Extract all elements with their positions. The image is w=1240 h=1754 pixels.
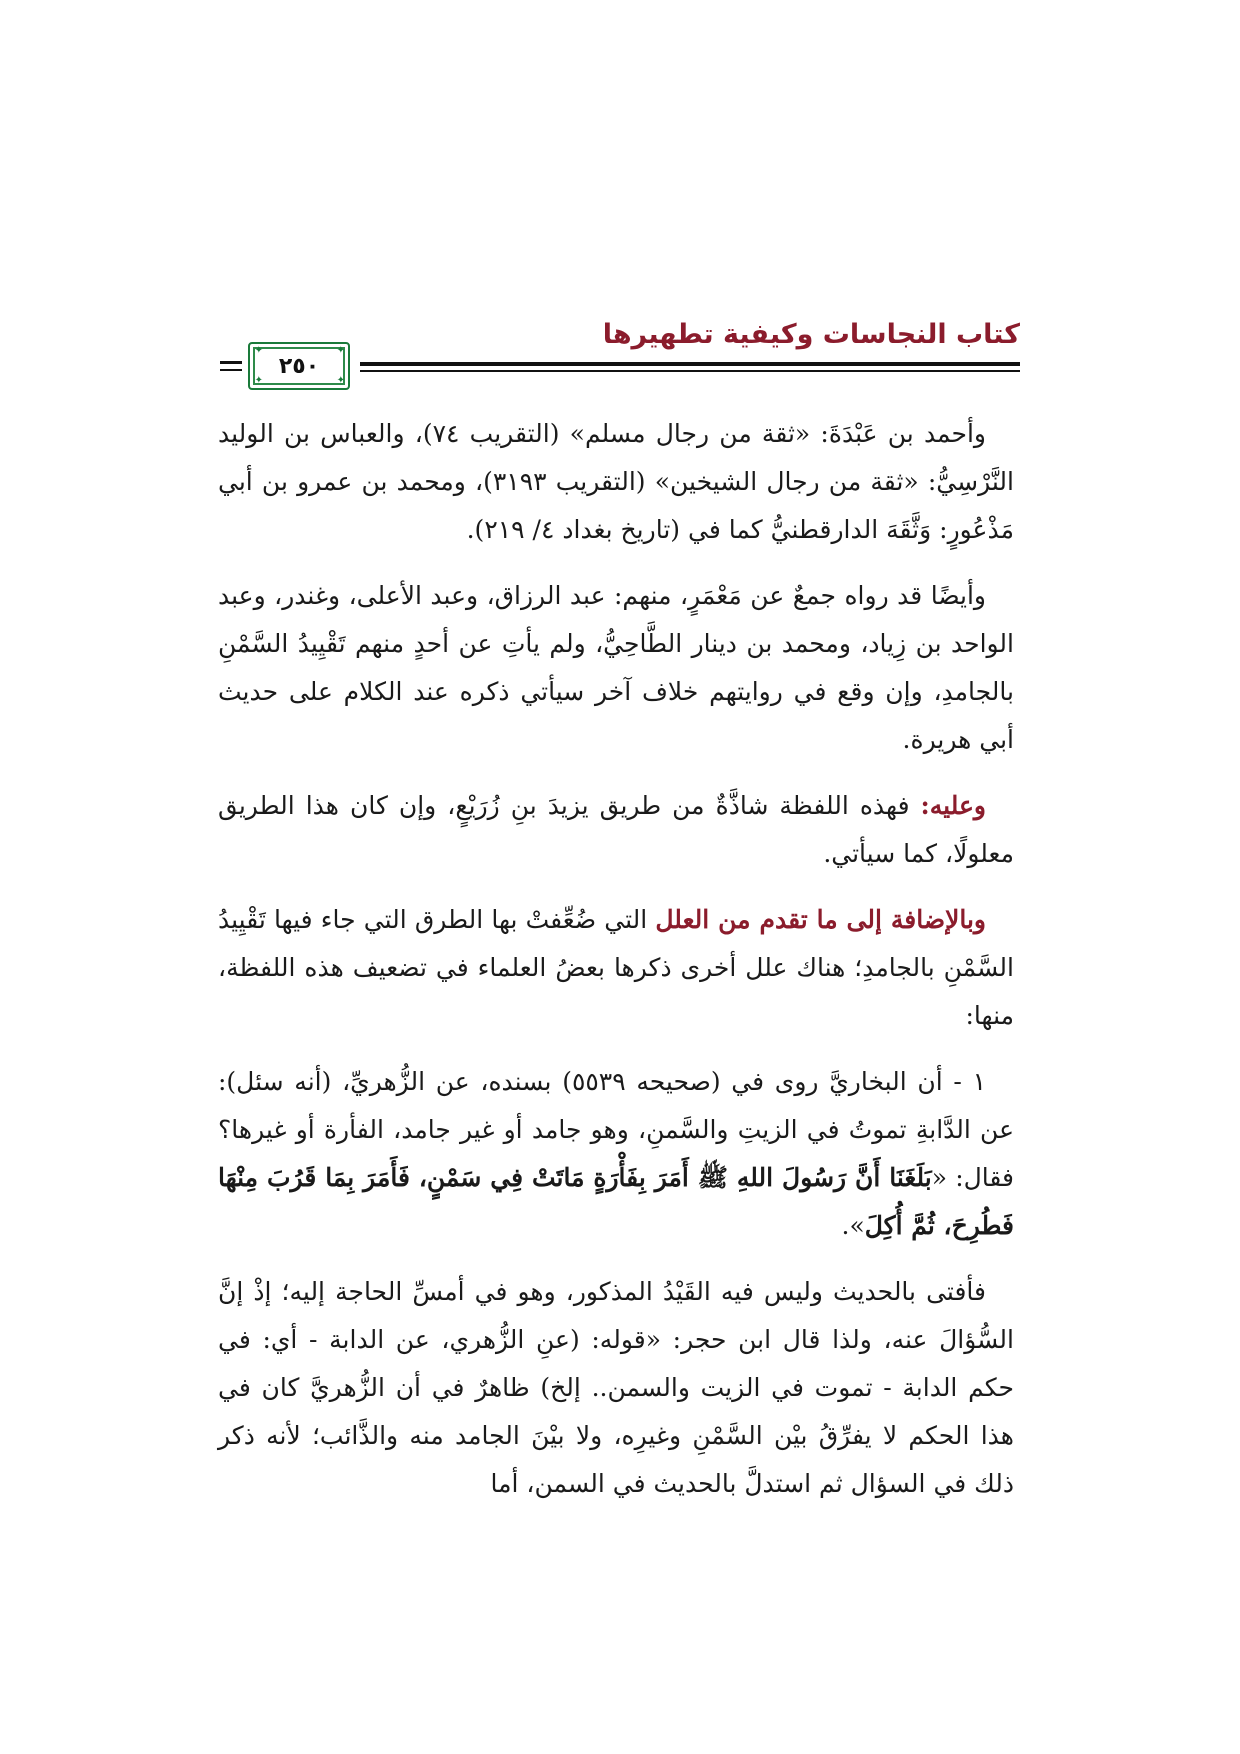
header-rule-left-thin xyxy=(220,369,242,371)
header-rule-thin xyxy=(360,370,1020,372)
header-rule-left-thick xyxy=(220,361,242,364)
lead-phrase: وبالإضافة إلى ما تقدم من العلل xyxy=(655,905,986,934)
page-header xyxy=(220,318,1020,390)
paragraph-bukhari-report xyxy=(218,1058,1014,1250)
ornament-icon: ✦ xyxy=(336,345,345,356)
paragraph-narrators: وأحمد بن عَبْدَةَ: «ثقة من رجال مسلم» (التقريب ٧٤)، والعباس بن الوليد النَّرْسِيُّ: «ثقة من رجال الشيخين» (التقريب ٣١٩٣)، ومحمد بن عمرو بن أبي مَذْعُورٍ: وَثَّقَهَ الدارقطنيُّ كما في (تاريخ بغداد ٤/ ٢١٩). xyxy=(218,419,1014,544)
page-number: ٢٥٠ xyxy=(278,353,320,379)
ornament-icon: ✦ xyxy=(336,375,345,386)
book-title: كتاب النجاسات وكيفية تطهيرها xyxy=(602,319,1020,350)
paragraph-text: التي ضُعِّفتْ بها الطرق التي جاء فيها تَقْيِيدُ السَّمْنِ بالجامدِ؛ هناك علل أخرى ذكرها بعضُ العلماء في تضعيف هذه اللفظة، منها: xyxy=(218,905,1014,1030)
paragraph-ibn-hajar: فأفتى بالحديث وليس فيه القَيْدُ المذكور، وهو في أمسِّ الحاجة إليه؛ إذْ إنَّ السُّؤالَ عنه، ولذا قال ابن حجر: «قوله: (عنِ الزُّهري، عن الدابة - أي: في حكم الدابة - تموت في الزيت والسمن.. إلخ) ظاهرٌ في أن الزُّهريَّ كان في هذا الحكم لا يفرِّقُ بيْن السَّمْنِ وغيرِه، ولا بيْنَ الجامد منه والذَّائب؛ لأنه ذكر ذلك في السؤال ثم استدلَّ بالحديث في السمن، أما xyxy=(218,1277,1014,1498)
lead-phrase: وعليه: xyxy=(920,791,986,820)
page-number-badge xyxy=(248,342,350,390)
header-rule-thick xyxy=(360,362,1020,366)
hadith-quote: بَلَغَنَا أَنَّ رَسُولَ اللهِ ﷺ أَمَرَ بِفَأْرَةٍ مَاتَتْ فِي سَمْنٍ، فَأَمَرَ بِمَا قَرُبَ مِنْهَا فَطُرِحَ، ثُمَّ أُكِلَ xyxy=(218,1163,1014,1240)
paragraph-conclusion xyxy=(218,782,1014,878)
paragraph-text: فهذه اللفظة شاذَّةٌ من طريق يزيدَ بنِ زُرَيْعٍ، وإن كان هذا الطريق معلولًا، كما سيأتي. xyxy=(218,791,1014,868)
page-body xyxy=(218,410,1014,1526)
ornament-icon: ✦ xyxy=(254,375,263,386)
paragraph-text: ». xyxy=(841,1211,865,1240)
paragraph-mamar-narrators: وأيضًا قد رواه جمعٌ عن مَعْمَرٍ، منهم: عبد الرزاق، وعبد الأعلى، وغندر، وعبد الواحد بن زِياد، ومحمد بن دينار الطَّاحِيُّ، ولم يأتِ عن أحدٍ منهم تَقْيِيدُ السَّمْنِ بالجامدِ، وإن وقع في روايتهم خلاف آخر سيأتي ذكره عند الكلام على حديث أبي هريرة. xyxy=(218,581,1014,754)
ornament-icon: ✦ xyxy=(254,345,263,356)
paragraph-additional-defects xyxy=(218,896,1014,1040)
paragraph-text: ١ - أن البخاريَّ روى في (صحيحه ٥٥٣٩) بسنده، عن الزُّهريِّ، (أنه سئل): عن الدَّابةِ تموتُ في الزيتِ والسَّمنِ، وهو جامد أو غير جامد، الفأرة أو غيرها؟ فقال: « xyxy=(218,1067,1014,1192)
